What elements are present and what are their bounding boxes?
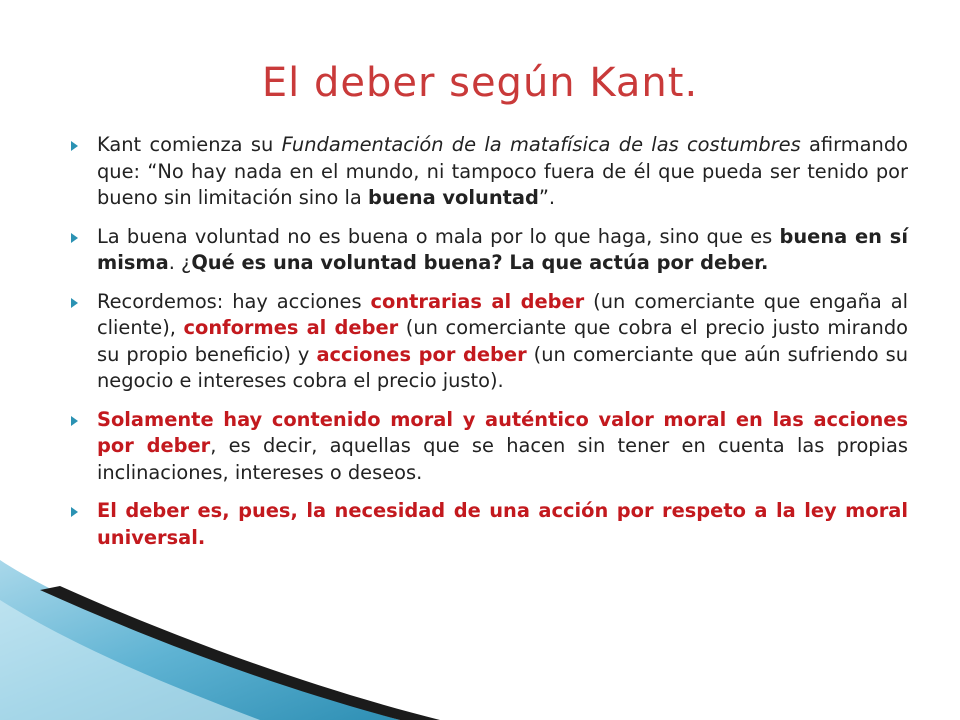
text-segment: Kant comienza su bbox=[97, 133, 282, 156]
text-segment: (un comerciante que cobra el precio justo mirando su propio beneficio) y bbox=[97, 316, 908, 366]
highlight-text: Solamente hay contenido moral y auténtico valor moral en las acciones por deber bbox=[97, 407, 908, 457]
slide-title: El deber según Kant. bbox=[261, 60, 699, 106]
text-segment: Recordemos: hay acciones bbox=[97, 289, 371, 313]
arrow-bullet-icon bbox=[71, 298, 78, 308]
arrow-bullet-icon bbox=[71, 507, 78, 517]
decorative-wave-corner bbox=[0, 560, 960, 720]
bold-text: Qué es una voluntad buena? La que actúa por deber. bbox=[191, 251, 769, 274]
bullet-item bbox=[62, 289, 908, 395]
bullet-text bbox=[97, 499, 908, 549]
bullet-list bbox=[62, 132, 908, 563]
text-segment: , es decir, aquellas que se hacen sin tener en cuenta las propias inclinaciones, intereses o deseos. bbox=[97, 434, 908, 484]
highlight-text: contrarias al deber bbox=[370, 289, 585, 313]
book-title-text: Fundamentación de la matafísica de las costumbres bbox=[281, 133, 801, 156]
bullet-text bbox=[97, 290, 908, 393]
highlight-text: acciones por deber bbox=[316, 342, 527, 366]
text-segment: (un comerciante que engaña al cliente), bbox=[97, 289, 909, 339]
arrow-bullet-icon bbox=[71, 141, 78, 151]
bold-text: buena en sí misma bbox=[97, 224, 909, 274]
text-segment: (un comerciante que aún sufriendo su negocio e intereses cobra el precio justo). bbox=[97, 342, 909, 392]
highlight-text: El deber es, pues, la necesidad de una acción por respeto a la ley moral universal. bbox=[97, 499, 908, 549]
text-segment: . ¿ bbox=[168, 251, 192, 274]
bold-text: buena voluntad bbox=[367, 186, 539, 209]
text-segment: La buena voluntad no es buena o mala por lo que haga, sino que es bbox=[97, 224, 780, 248]
text-segment: ”. bbox=[538, 186, 556, 209]
bullet-text bbox=[97, 408, 908, 484]
bullet-item bbox=[62, 407, 908, 487]
text-segment: afirmando que: “No hay nada en el mundo, ni tampoco fuera de él que pueda ser tenido por bueno sin limitación sino la bbox=[97, 133, 908, 209]
bullet-text bbox=[97, 225, 908, 275]
highlight-text: conformes al deber bbox=[183, 316, 399, 339]
bullet-text bbox=[97, 133, 908, 209]
arrow-bullet-icon bbox=[71, 233, 78, 243]
arrow-bullet-icon bbox=[71, 416, 78, 426]
bullet-item bbox=[62, 224, 908, 277]
bullet-item bbox=[62, 132, 908, 212]
bullet-item bbox=[62, 498, 908, 551]
